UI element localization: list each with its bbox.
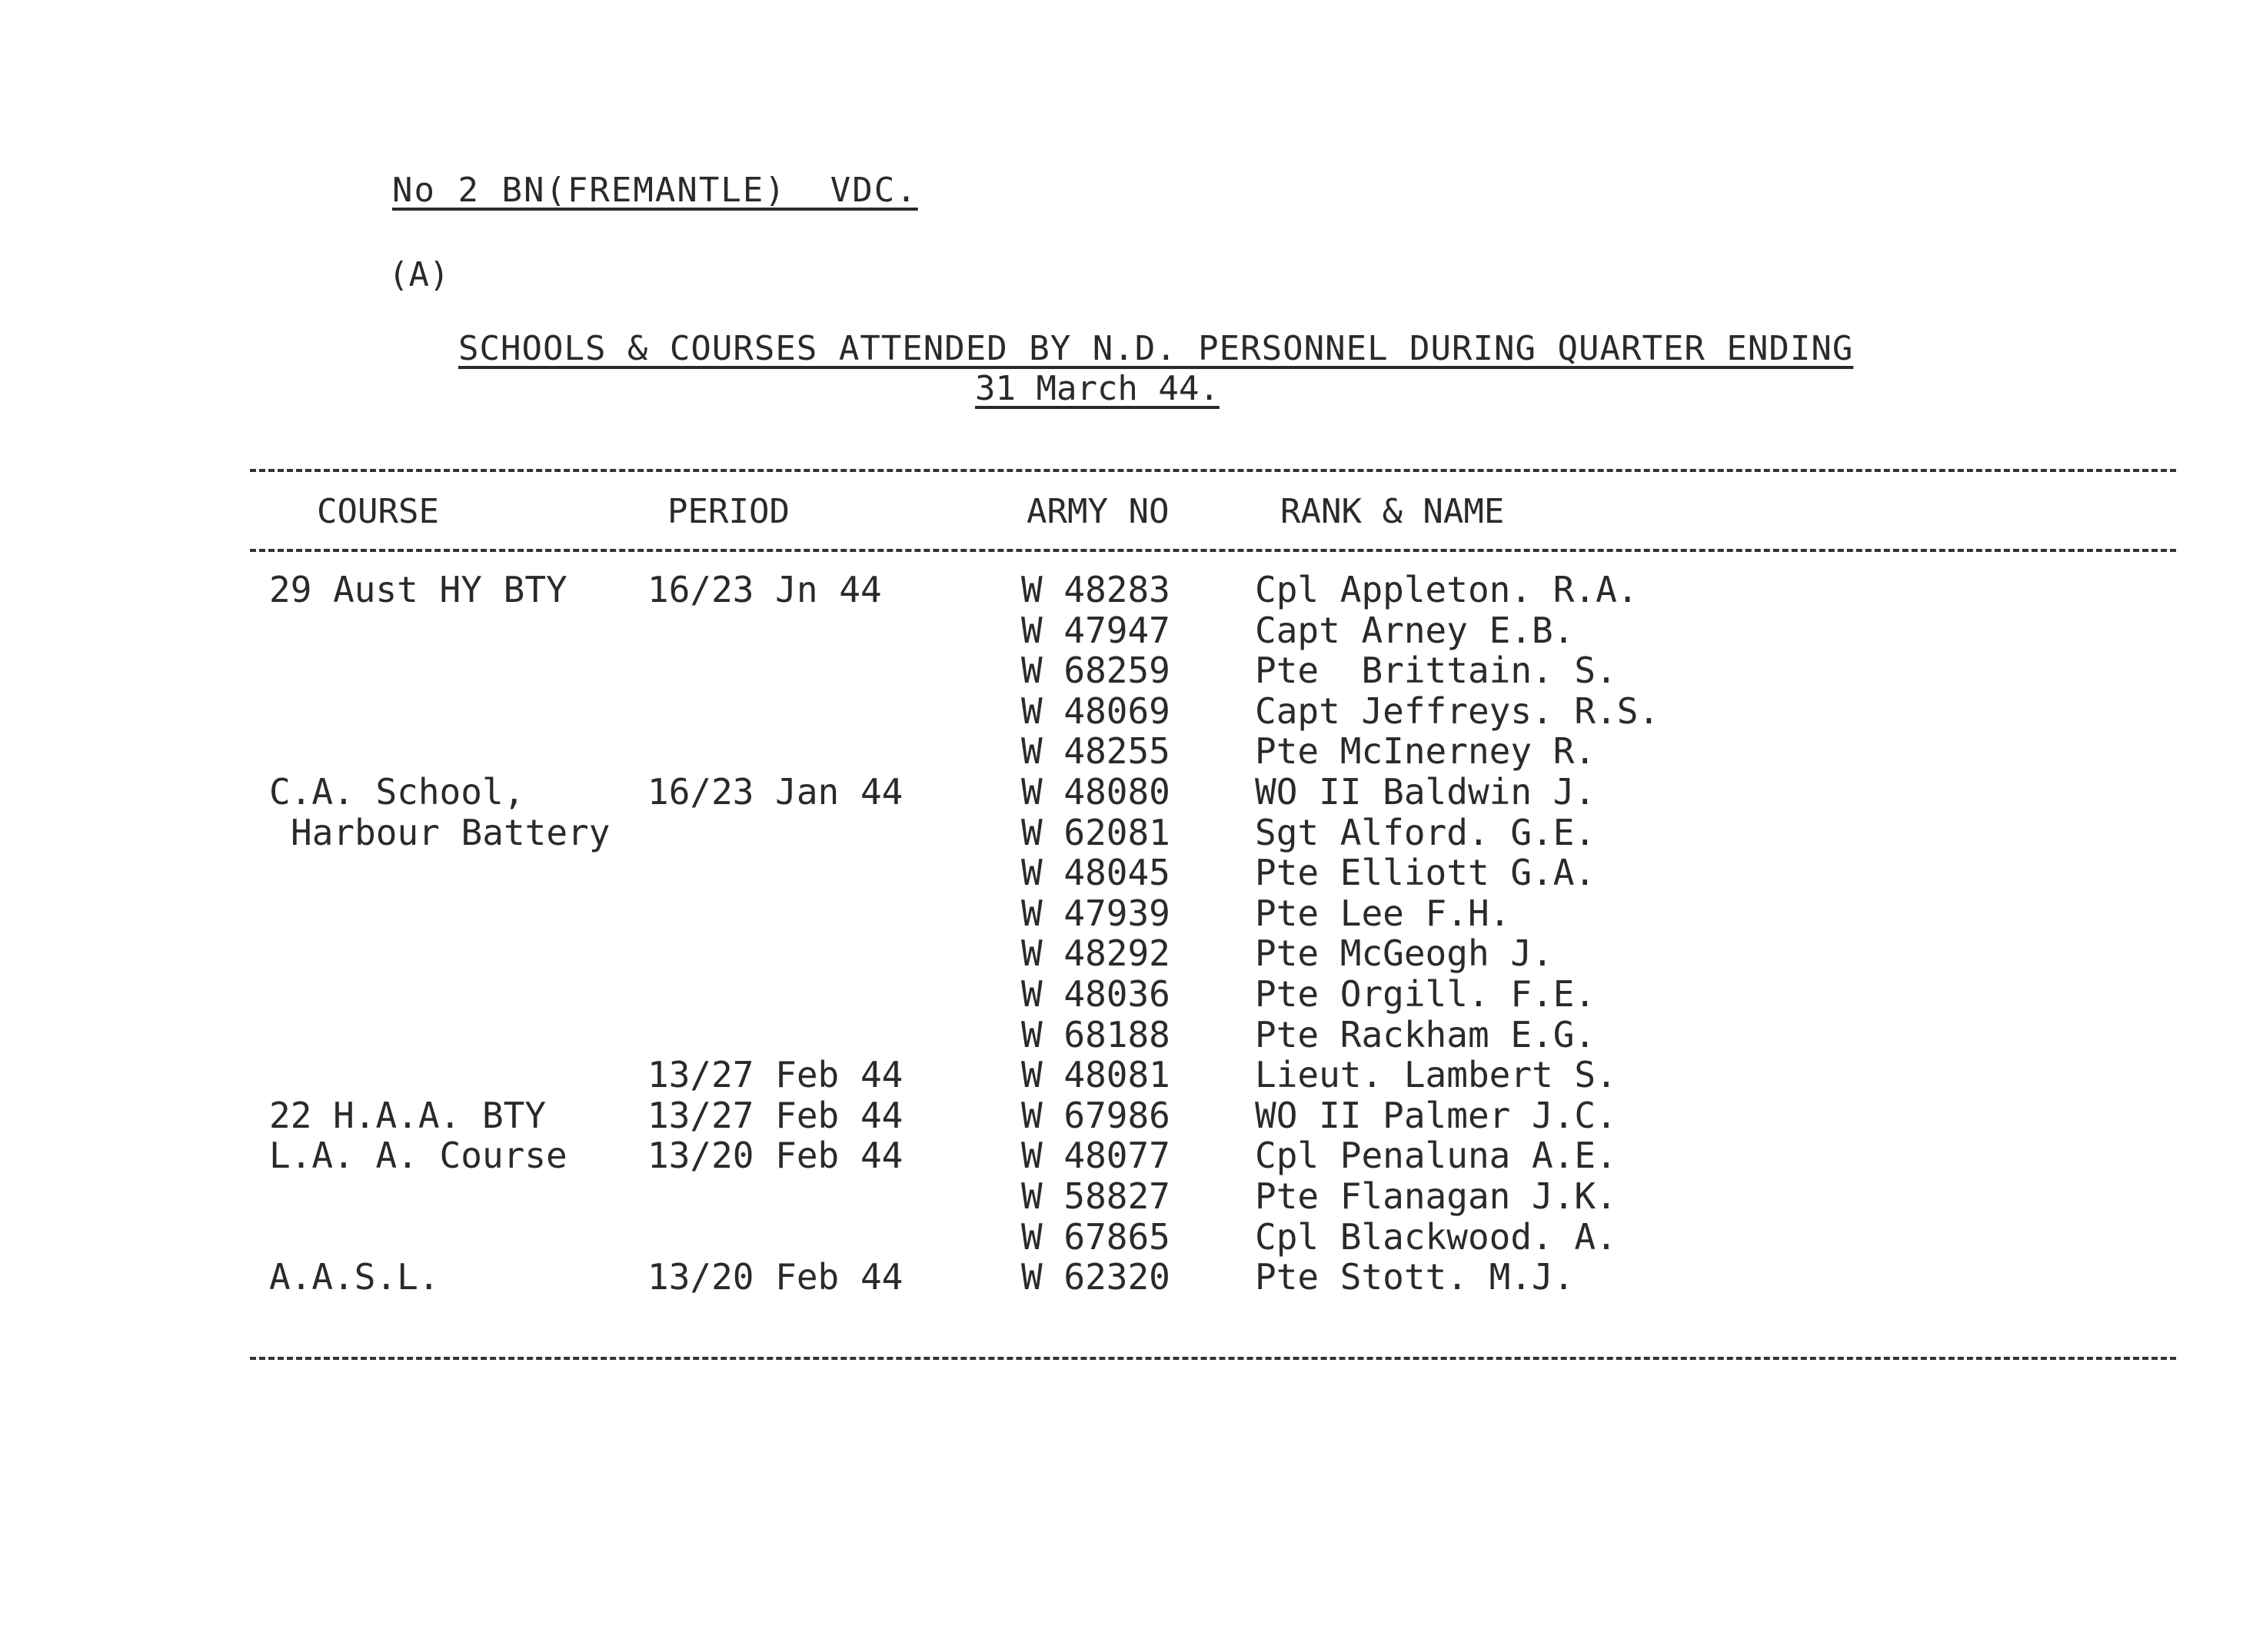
table-body [0, 569, 2253, 1297]
army-no-cell: W 48069 [1021, 690, 1170, 732]
rank-name-cell: Cpl Blackwood. A. [1255, 1215, 1617, 1258]
army-no-cell: W 47947 [1021, 609, 1170, 651]
header-period: PERIOD [667, 492, 790, 531]
army-no-cell: W 48283 [1021, 569, 1170, 610]
table-row [0, 1175, 2253, 1216]
rank-name-cell: Pte Lee F.H. [1255, 892, 1511, 934]
course-cell: C.A. School, [269, 770, 525, 813]
army-no-cell: W 48255 [1021, 730, 1170, 773]
rank-name-cell: Pte Orgill. F.E. [1255, 972, 1596, 1015]
table-top-rule [250, 469, 2176, 472]
army-no-cell: W 58827 [1021, 1175, 1170, 1217]
header-course: COURSE [317, 492, 439, 531]
rank-name-cell: Pte Elliott G.A. [1255, 852, 1596, 894]
table-header-rule [250, 549, 2176, 552]
table-row [0, 771, 2253, 812]
table-row [0, 812, 2253, 853]
army-no-cell: W 48292 [1021, 932, 1170, 975]
rank-name-cell: Capt Jeffreys. R.S. [1255, 690, 1660, 732]
period-cell: 13/20 Feb 44 [647, 1135, 904, 1177]
table-bottom-rule [250, 1357, 2176, 1360]
course-cell: 29 Aust HY BTY [269, 569, 567, 610]
section-label: (A) [388, 255, 450, 294]
table-row [0, 1014, 2253, 1055]
period-cell: 13/27 Feb 44 [647, 1054, 904, 1096]
header-army-no: ARMY NO [1027, 492, 1170, 531]
rank-name-cell: Cpl Appleton. R.A. [1255, 569, 1639, 610]
table-row [0, 892, 2253, 933]
table-row [0, 730, 2253, 771]
period-cell: 16/23 Jan 44 [647, 770, 904, 813]
header-rank-name: RANK & NAME [1280, 492, 1505, 531]
rank-name-cell: WO II Palmer J.C. [1255, 1094, 1617, 1136]
report-date: 31 March 44. [975, 369, 1220, 408]
course-cell: Harbour Battery [291, 811, 611, 853]
table-row [0, 852, 2253, 892]
period-cell: 13/27 Feb 44 [647, 1094, 904, 1136]
rank-name-cell: Capt Arney E.B. [1255, 609, 1575, 651]
rank-name-cell: Cpl Penaluna A.E. [1255, 1135, 1617, 1177]
army-no-cell: W 68188 [1021, 1013, 1170, 1055]
rank-name-cell: Pte Brittain. S. [1255, 650, 1617, 692]
army-no-cell: W 48077 [1021, 1135, 1170, 1177]
course-cell: A.A.S.L. [269, 1256, 440, 1298]
table-row [0, 1216, 2253, 1257]
table-row [0, 610, 2253, 650]
rank-name-cell: Pte McGeogh J. [1255, 932, 1553, 975]
table-row [0, 932, 2253, 973]
army-no-cell: W 62320 [1021, 1256, 1170, 1298]
rank-name-cell: WO II Baldwin J. [1255, 770, 1596, 813]
period-cell: 13/20 Feb 44 [647, 1256, 904, 1298]
rank-name-cell: Pte Flanagan J.K. [1255, 1175, 1617, 1217]
rank-name-cell: Pte Stott. M.J. [1255, 1256, 1575, 1298]
army-no-cell: W 67986 [1021, 1094, 1170, 1136]
army-no-cell: W 48045 [1021, 852, 1170, 894]
period-cell: 16/23 Jn 44 [647, 569, 882, 610]
army-no-cell: W 67865 [1021, 1215, 1170, 1258]
army-no-cell: W 48080 [1021, 770, 1170, 813]
rank-name-cell: Lieut. Lambert S. [1255, 1054, 1617, 1096]
army-no-cell: W 48036 [1021, 972, 1170, 1015]
table-row [0, 1054, 2253, 1095]
rank-name-cell: Sgt Alford. G.E. [1255, 811, 1596, 853]
table-row [0, 1095, 2253, 1135]
army-no-cell: W 47939 [1021, 892, 1170, 934]
table-row [0, 973, 2253, 1014]
table-row [0, 690, 2253, 731]
rank-name-cell: Pte Rackham E.G. [1255, 1013, 1596, 1055]
course-cell: 22 H.A.A. BTY [269, 1094, 547, 1136]
report-title: SCHOOLS & COURSES ATTENDED BY N.D. PERSONNEL DURING QUARTER ENDING [458, 329, 1854, 368]
table-row [0, 569, 2253, 610]
army-no-cell: W 62081 [1021, 811, 1170, 853]
army-no-cell: W 48081 [1021, 1054, 1170, 1096]
course-cell: L.A. A. Course [269, 1135, 567, 1177]
unit-title: No 2 BN(FREMANTLE) VDC. [392, 171, 918, 210]
table-row [0, 650, 2253, 690]
army-no-cell: W 68259 [1021, 650, 1170, 692]
table-row [0, 1135, 2253, 1175]
rank-name-cell: Pte McInerney R. [1255, 730, 1596, 773]
table-row [0, 1256, 2253, 1297]
